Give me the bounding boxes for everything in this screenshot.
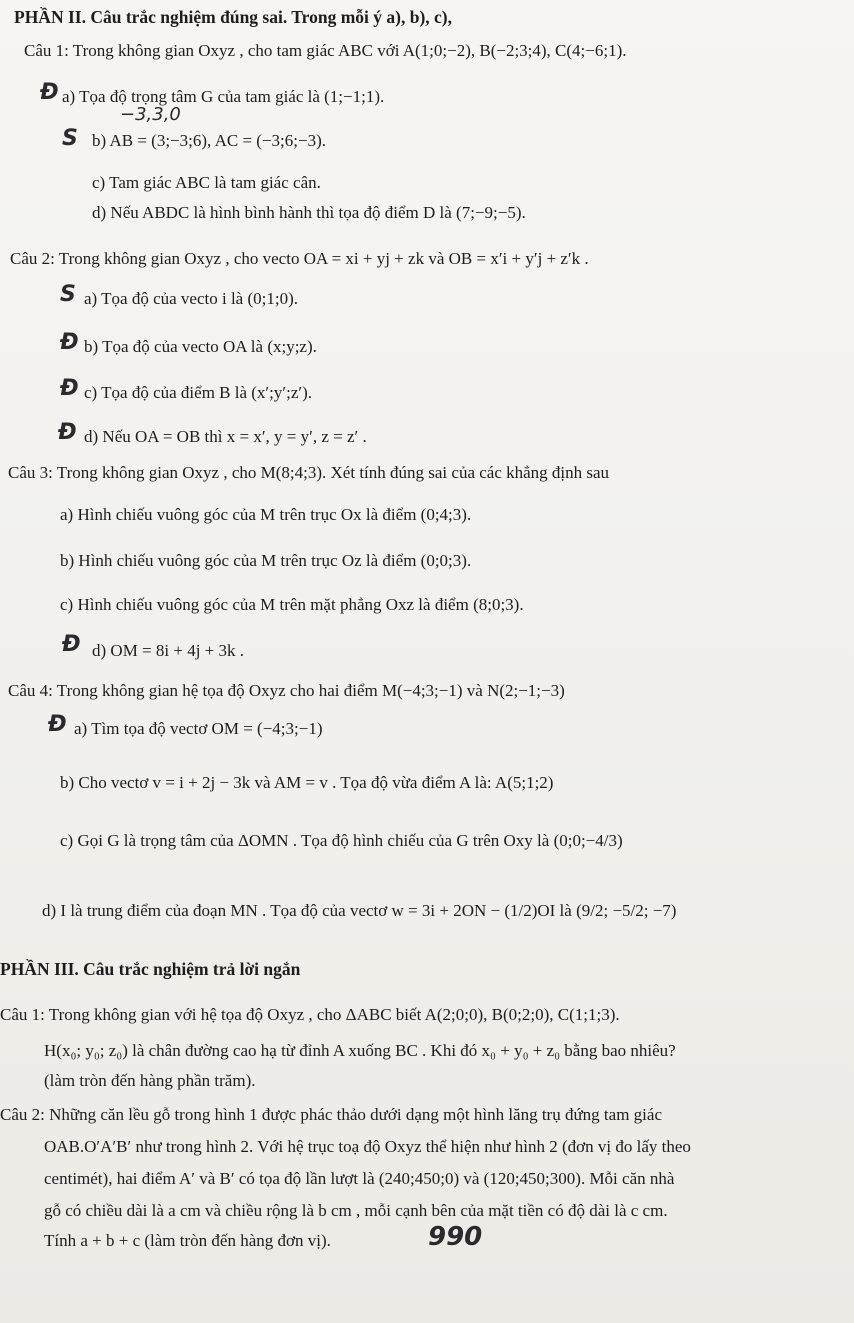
q3-option-b: b) Hình chiếu vuông góc của M trên trục Oz là điểm (0;0;3).: [60, 551, 472, 570]
q1-option-d: d) Nếu ABDC là hình bình hành thì tọa độ điểm D là (7;−9;−5).: [92, 203, 526, 222]
q2-option-b: b) Tọa độ của vecto OA là (x;y;z).: [84, 337, 317, 356]
q2-mark-c: Đ: [60, 376, 79, 401]
q2-option-c: c) Tọa độ của điểm B là (x′;y′;z′).: [84, 383, 312, 402]
q1-option-a: a) Tọa độ trọng tâm G của tam giác là (1;−1;1).: [62, 87, 385, 106]
q3-mark-d: Đ: [62, 632, 81, 657]
q1-mark-a: Đ: [40, 80, 59, 105]
p3-q2-line2: OAB.O′A′B′ như trong hình 2. Với hệ trục toạ độ Oxyz thể hiện như hình 2 (đơn vị đo lấy theo: [44, 1137, 691, 1156]
q2-mark-d: Đ: [58, 420, 77, 445]
p3-q2-line5: Tính a + b + c (làm tròn đến hàng đơn vị).: [44, 1231, 331, 1250]
q3-stem: Câu 3: Trong không gian Oxyz , cho M(8;4;3). Xét tính đúng sai của các khẳng định sau: [8, 463, 610, 482]
q1-option-b: b) AB = (3;−3;6), AC = (−3;6;−3).: [92, 131, 326, 150]
q1-mark-b: S: [62, 126, 78, 151]
q4-option-b: b) Cho vectơ v = i + 2j − 3k và AM = v . Tọa độ vừa điểm A là: A(5;1;2): [60, 773, 554, 792]
q1-handwritten-note: −3,3,0: [120, 104, 181, 125]
part2-header: PHẦN II. Câu trắc nghiệm đúng sai. Trong mỗi ý a), b), c),: [14, 7, 453, 27]
q2-option-a: a) Tọa độ của vecto i là (0;1;0).: [84, 289, 298, 308]
p3-q2-line3: centimét), hai điểm A′ và B′ có tọa độ lần lượt là (240;450;0) và (120;450;300). Mỗi căn nhà: [44, 1169, 675, 1188]
q4-option-d: d) I là trung điểm của đoạn MN . Tọa độ của vectơ w = 3i + 2ON − (1/2)OI là (9/2; −5/2; −7): [42, 901, 677, 920]
q2-option-d: d) Nếu OA = OB thì x = x′, y = y′, z = z′ .: [84, 427, 367, 446]
q2-mark-b: Đ: [60, 330, 79, 355]
q4-stem: Câu 4: Trong không gian hệ tọa độ Oxyz cho hai điểm M(−4;3;−1) và N(2;−1;−3): [8, 681, 565, 700]
q3-option-d: d) OM = 8i + 4j + 3k .: [92, 641, 245, 660]
p3-q1-line3: (làm tròn đến hàng phần trăm).: [44, 1071, 256, 1090]
handwritten-answer: 990: [428, 1222, 483, 1252]
p3-q1-line2: H(x₀; y₀; z₀) là chân đường cao hạ từ đỉnh A xuống BC . Khi đó x₀ + y₀ + z₀ bằng bao nhiêu?: [44, 1041, 676, 1060]
p3-q2-line1: Câu 2: Những căn lều gỗ trong hình 1 được phác thảo dưới dạng một hình lăng trụ đứng tam giác: [0, 1105, 662, 1124]
p3-q1-line1: Câu 1: Trong không gian với hệ tọa độ Oxyz , cho ΔABC biết A(2;0;0), B(0;2;0), C(1;1;3).: [0, 1005, 620, 1024]
q2-stem: Câu 2: Trong không gian Oxyz , cho vecto OA = xi + yj + zk và OB = x′i + y′j + z′k .: [10, 249, 589, 268]
q3-option-a: a) Hình chiếu vuông góc của M trên trục Ox là điểm (0;4;3).: [60, 505, 472, 524]
q4-option-c: c) Gọi G là trọng tâm của ΔOMN . Tọa độ hình chiếu của G trên Oxy là (0;0;−4/3): [60, 831, 623, 850]
p3-q2-line4: gỗ có chiều dài là a cm và chiều rộng là b cm , mỗi cạnh bên của mặt tiền có độ dài là c cm.: [44, 1201, 668, 1220]
q4-mark-a: Đ: [48, 712, 67, 737]
q1-stem: Câu 1: Trong không gian Oxyz , cho tam giác ABC với A(1;0;−2), B(−2;3;4), C(4;−6;1).: [24, 41, 627, 60]
part3-header: PHẦN III. Câu trắc nghiệm trả lời ngắn: [0, 959, 301, 979]
q2-mark-a: S: [60, 282, 76, 307]
q4-option-a: a) Tìm tọa độ vectơ OM = (−4;3;−1): [74, 719, 323, 738]
q1-option-c: c) Tam giác ABC là tam giác cân.: [92, 173, 321, 192]
q3-option-c: c) Hình chiếu vuông góc của M trên mặt phẳng Oxz là điểm (8;0;3).: [60, 595, 524, 614]
